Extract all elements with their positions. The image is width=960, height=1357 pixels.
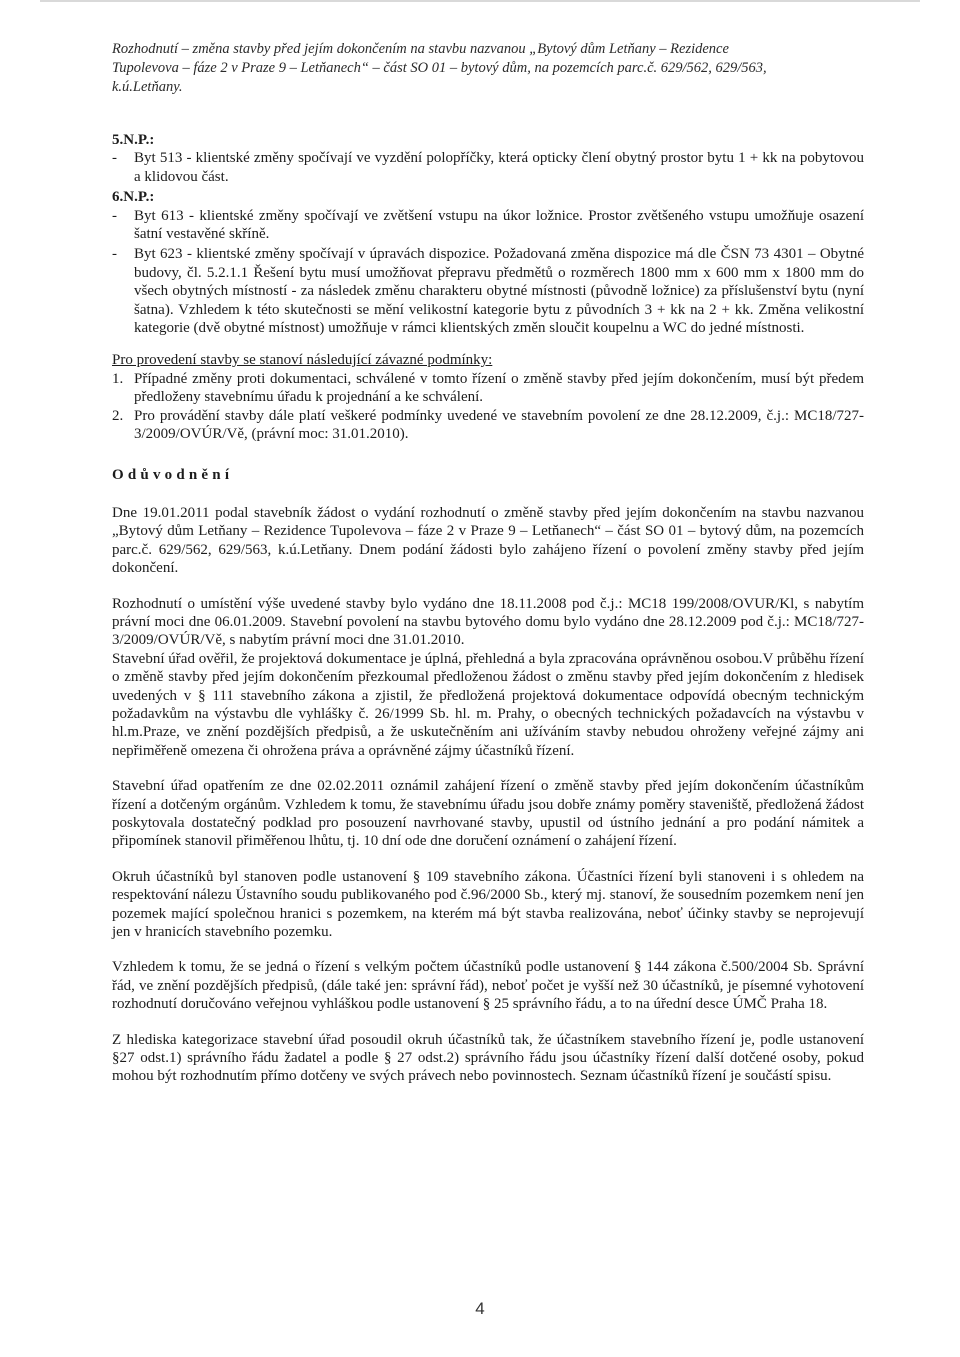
list-marker: - (112, 246, 117, 263)
list-item-text: Byt 513 - klientské změny spočívají ve vyzdění polopříčky, která opticky člení obytný prostor bytu 1 + kk na pobytovou a klidovou část. (134, 150, 864, 185)
reasoning-paragraph: Dne 19.01.2011 podal stavebník žádost o vydání rozhodnutí o změně stavby před jejím dokončením na stavbu nazvanou „Bytový dům Letňany – Rezidence Tupolevova – fáze 2 v Praze 9 – Letňanech“ – část SO 01 – bytový dům, na pozemcích parc.č. 629/562, 629/563, k.ú.Letňany. Dnem podání žádosti bylo zahájeno řízení o povolení změny stavby před jejím dokončení. (112, 504, 864, 577)
header-line-2: Tupolevova – fáze 2 v Praze 9 – Letňanech“ – část SO 01 – bytový dům, na pozemcích parc.č. 629/562, 629/563, (112, 60, 767, 76)
list-item-text: Byt 613 - klientské změny spočívají ve zvětšení vstupu na úkor ložnice. Prostor zvětšeného vstupu umožňuje osazení šatní vestavěné skříně. (134, 207, 864, 243)
document-page (112, 40, 864, 1103)
reasoning-paragraph: Stavební úřad ověřil, že projektová dokumentace je úplná, přehledná a byla zpracována oprávněnou osobou.V průběhu řízení o změně stavby před jejím dokončením přezkoumal předloženou žádost o změnu stavby před jejím dokončením z hledisek uvedených v § 111 stavebního zákona a zjistil, že předložená projektová dokumentace odpovídá obecným technickým požadavkům na výstavbu dle vyhlášky č. 26/1999 Sb. hl. m. Prahy, o obecných technických požadavcích na výstavbu v hl.m.Praze, ve znění pozdějších předpisů, a že uskutečněním ani užíváním stavby nebudou ohroženy veřejné zájmy ani nepřiměřeně omezena či ohrožena práva a oprávněné zájmy účastníků řízení. (112, 650, 864, 759)
condition-item (112, 370, 864, 407)
reasoning-heading: Odůvodnění (112, 466, 234, 483)
condition-item (112, 407, 864, 444)
list-item (112, 207, 864, 244)
list-item (112, 149, 864, 186)
running-header (112, 40, 864, 97)
reasoning-paragraph: Z hlediska kategorizace stavební úřad posoudil okruh účastníků tak, že účastníkem stavebního řízení je, podle ustanovení §27 odst.1) správního řádu žadatel a podle § 27 odst.2) správního řádu jsou účastníky řízení další dotčené osoby, pokud mohou být rozhodnutím přímo dotčeny ve svých právech nebo povinnostech. Seznam účastníků řízení je součástí spisu. (112, 1031, 864, 1085)
list-marker: - (112, 207, 117, 224)
condition-number: 2. (112, 407, 124, 424)
header-line-1: Rozhodnutí – změna stavby před jejím dokončením na stavbu nazvanou „Bytový dům Letňany – Rezidence (112, 41, 729, 57)
floor-heading-5np: 5.N.P.: (112, 132, 155, 148)
header-line-3: k.ú.Letňany. (112, 79, 183, 95)
floor-heading-6np: 6.N.P.: (112, 189, 155, 206)
reasoning-paragraph: Okruh účastníků byl stanoven podle ustanovení § 109 stavebního zákona. Účastníci řízení byli stanoveni i s ohledem na respektování nálezu Ústavního soudu publikovaného pod č.96/2000 Sb., který mj. stanoví, že sousedním pozemkem není jen pozemek mající společnou hranici s pozemkem, na kterém má být stavba realizována, neboť účinky stavby se neprojevují jen v hranicích stavebního pozemku. (112, 868, 864, 941)
condition-text: Případné změny proti dokumentaci, schválené v tomto řízení o změně stavby před jejím dokončením, musí být předem předloženy stavebnímu úřadu k projednání a ke schválení. (134, 370, 864, 406)
condition-text: Pro provádění stavby dále platí veškeré podmínky uvedené ve stavebním povolení ze dne 28.12.2009, č.j.: MC18/727-3/2009/OVÚR/Vě, (právní moc: 31.01.2010). (134, 407, 864, 443)
page-number: 4 (475, 1299, 485, 1318)
list-marker: - (112, 150, 117, 167)
reasoning-paragraph: Vzhledem k tomu, že se jedná o řízení s velkým počtem účastníků podle ustanovení § 144 zákona č.500/2004 Sb. Správní řád, ve znění pozdějších předpisů, (dále také jen: správní řád), neboť počet je vyšší než 30 účastníků, je písemné vyhotovení rozhodnutí doručováno veřejnou vyhláškou podle ustanovení § 25 správního řádu, a to na úřední desce ÚMČ Praha 18. (112, 959, 864, 1013)
list-item (112, 245, 864, 337)
reasoning-paragraph: Rozhodnutí o umístění výše uvedené stavby bylo vydáno dne 18.11.2008 pod č.j.: MC18 199/2008/OVUR/Kl, s nabytím právní moci dne 06.01.2009. Stavební povolení na stavbu bytového domu bylo vydáno dne 28.12.2009 pod č.j.: MC18/727-3/2009/OVÚR/Vě, s nabytím právní moci dne 31.01.2010. (112, 595, 864, 649)
top-scan-edge (40, 0, 920, 2)
list-item-text: Byt 623 - klientské změny spočívají v úpravách dispozice. Požadovaná změna dispozice má dle ČSN 73 4301 – Obytné budovy, čl. 5.2.1.1 Řešení bytu musí umožňovat přepravu předmětů o rozměrech 1800 mm x 600 mm x 1800 mm do všech obytných místností - za následek změnu charakteru obytné místnosti (původně ložnice) za příslušenství bytu (nyní šatna). Vzhledem k této skutečnosti se mění velikostní kategorie bytu z původních 3 + kk na 2 + kk. Změna velikostní kategorie (dvě obytné místnost) umožňuje v rámci klientských změn sloučit koupelnu a WC do jedné místnosti. (134, 246, 864, 337)
reasoning-paragraph: Stavební úřad opatřením ze dne 02.02.2011 oznámil zahájení řízení o změně stavby před jejím dokončením účastníkům řízení a dotčeným orgánům. Vzhledem k tomu, že stavebnímu úřadu jsou dobře známy poměry staveniště, předložená žádost poskytovala dostatečný podklad pro posouzení navrhované stavby, upustil od ústního jednání a pro podání námitek a připomínek stanovil přiměřenou lhůtu, tj. 10 dní ode dne doručení oznámení o zahájení řízení. (112, 778, 864, 850)
conditions-title: Pro provedení stavby se stanoví následující závazné podmínky: (112, 352, 493, 369)
condition-number: 1. (112, 370, 124, 387)
